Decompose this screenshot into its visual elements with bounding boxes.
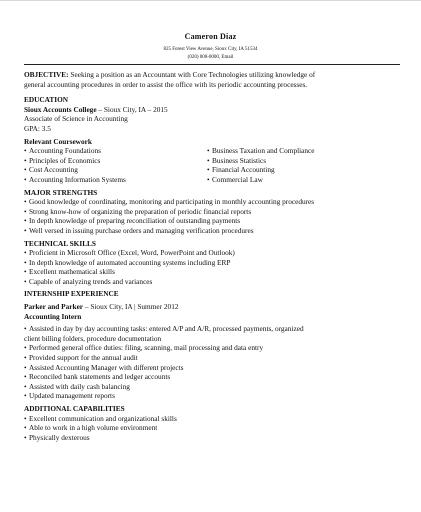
coursework-heading: Relevant Coursework: [24, 136, 92, 146]
gpa: GPA: 3.5: [24, 123, 51, 133]
strength-item: • Well versed in issuing purchase orders and managing verification procedures: [24, 226, 404, 236]
additional-heading: ADDITIONAL CAPABILITIES: [24, 404, 125, 413]
additional-item: • Able to work in a high volume environment: [24, 423, 404, 433]
company-details: – Sioux City, IA | Summer 2012: [83, 302, 179, 312]
internship-item: • Updated management reports: [24, 391, 404, 401]
education-school-line: [24, 105, 404, 115]
course-item: • Business Taxation and Compliance: [207, 146, 387, 156]
course-item: • Cost Accounting: [24, 165, 207, 175]
technical-item: • Capable of analyzing trends and variances: [24, 277, 404, 287]
coursework-list: [24, 146, 404, 184]
internship-item: • Assisted Accounting Manager with different projects: [24, 363, 404, 373]
course-item: • Financial Accounting: [207, 165, 387, 175]
technical-item: • Proficient in Microsoft Office (Excel, Word, PowerPoint and Outlook): [24, 248, 404, 258]
internship-item: • Assisted in day by day accounting tasks: entered A/P and A/R, processed payments, organized: [24, 324, 404, 334]
objective-label: OBJECTIVE:: [24, 70, 69, 79]
strength-item: • In depth knowledge of preparing reconciliation of outstanding payments: [24, 216, 404, 226]
strength-item: • Strong know-how of organizing the preparation of periodic financial reports: [24, 207, 404, 217]
technical-item: • Excellent mathematical skills: [24, 267, 404, 277]
objective-line-2: general accounting procedures in order to assist the office with its periodic accounting processes.: [24, 79, 308, 89]
internship-item-continued: client billing folders, procedure documentation: [24, 333, 162, 343]
technical-heading: TECHNICAL SKILLS: [24, 238, 96, 248]
education-heading: EDUCATION: [24, 95, 69, 105]
internship-item: • Performed general office duties: filing, scanning, mail processing and data entry: [24, 343, 404, 353]
objective-line-1: [24, 70, 404, 80]
school-location-year: – Sioux City, IA – 2015: [96, 104, 168, 114]
internship-role: Accounting Intern: [24, 311, 82, 321]
course-item: • Accounting Information Systems: [24, 175, 207, 185]
course-item: • Principles of Economics: [24, 156, 207, 166]
resume-header: [0, 0, 421, 60]
course-item: • Accounting Foundations: [24, 146, 207, 156]
objective-text-1: Seeking a position as an Accountant with Core Technologies utilizing knowledge of: [68, 70, 316, 79]
course-item: • Commercial Law: [207, 175, 387, 185]
strengths-heading: MAJOR STRENGTHS: [24, 187, 98, 197]
candidate-name: Cameron Diaz: [184, 32, 237, 41]
degree: Associate of Science in Accounting: [24, 114, 128, 124]
candidate-address: 825 Forest View Avenue, Sioux City, IA 51534: [163, 47, 258, 52]
internship-item: • Reconciled bank statements and ledger accounts: [24, 372, 404, 382]
candidate-contact: (020) 000-0000, Email: [187, 55, 234, 60]
course-item: • Business Statistics: [207, 156, 387, 166]
additional-item: • Physically dexterous: [24, 433, 404, 443]
school-name: Sioux Accounts College: [24, 104, 97, 114]
company-name: Parker and Parker: [24, 302, 84, 312]
header-divider: [24, 64, 400, 65]
technical-item: • In depth knowledge of automated accounting systems including ERP: [24, 258, 404, 268]
additional-item: • Excellent communication and organizational skills: [24, 414, 404, 424]
resume-body: [24, 70, 404, 442]
internship-item: • Provided support for the annual audit: [24, 353, 404, 363]
internship-item: • Assisted with daily cash balancing: [24, 382, 404, 392]
strength-item: • Good knowledge of coordinating, monitoring and participating in monthly accounting procedures: [24, 197, 404, 207]
internship-heading: INTERNSHIP EXPERIENCE: [24, 289, 119, 299]
internship-company-line: [24, 302, 404, 312]
